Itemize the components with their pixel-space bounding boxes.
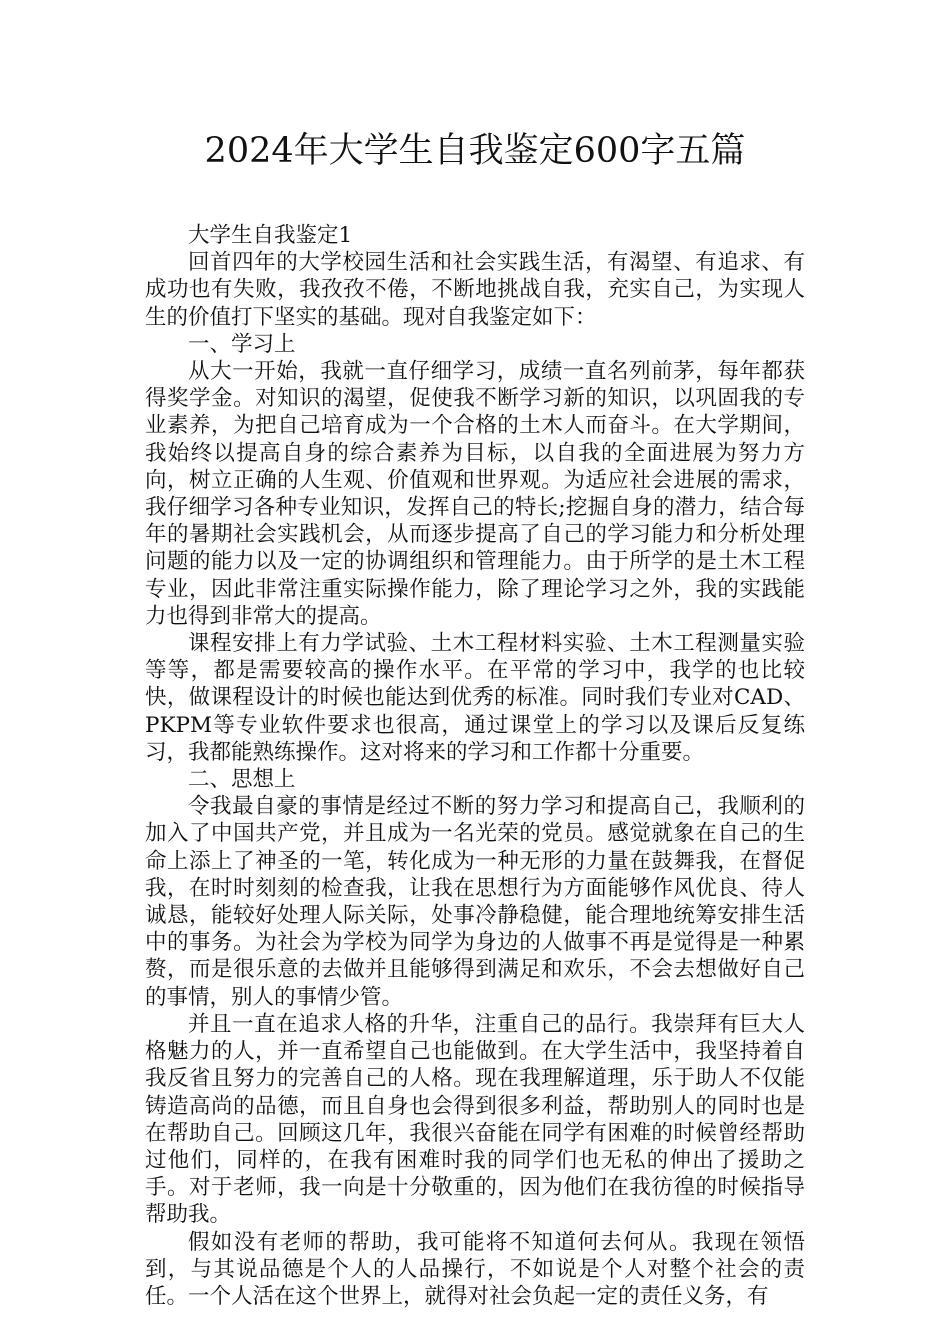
body-paragraph-thought-2: 并且一直在追求人格的升华，注重自己的品行。我崇拜有巨大人格魅力的人，并一直希望自己也能做到。在大学生活中，我坚持着自我反省且努力的完善自己的人格。现在我理解道理，乐于助人不仅能铸造高尚的品德，而且自身也会得到很多利益，帮助别人的同时也是在帮助自己。回顾这几年，我很兴奋能在同学有困难的时候曾经帮助过他们，同样的，在我有困难时我的同学们也无私的伸出了援助之手。对于老师，我一向是十分敬重的，因为他们在我彷徨的时候指导帮助我。 <box>145 1011 805 1228</box>
section-heading-study: 一、学习上 <box>188 331 296 357</box>
section-heading-1: 大学生自我鉴定1 <box>188 223 353 248</box>
document-body <box>145 222 805 1310</box>
body-paragraph-study-1: 从大一开始，我就一直仔细学习，成绩一直名列前茅，每年都获得奖学金。对知识的渴望，促使我不断学习新的知识，以巩固我的专业素养，为把自己培育成为一个合格的土木人而奋斗。在大学期间，我始终以提高自身的综合素养为目标，以自我的全面进展为努力方向，树立正确的人生观、价值观和世界观。为适应社会进展的需求，我仔细学习各种专业知识，发挥自己的特长;挖掘自身的潜力，结合每年的暑期社会实践机会，从而逐步提高了自己的学习能力和分析处理问题的能力以及一定的协调组织和管理能力。由于所学的是土木工程专业，因此非常注重实际操作能力，除了理论学习之外，我的实践能力也得到非常大的提高。 <box>145 359 805 629</box>
body-paragraph-study-2: 课程安排上有力学试验、土木工程材料实验、土木工程测量实验等等，都是需要较高的操作水平。在平常的学习中，我学的也比较快，做课程设计的时候也能达到优秀的标准。同时我们专业对CAD、PKPM等专业软件要求也很高，通过课堂上的学习以及课后反复练习，我都能熟练操作。这对将来的学习和工作都十分重要。 <box>145 631 805 765</box>
body-paragraph-thought-3: 假如没有老师的帮助，我可能将不知道何去何从。我现在领悟到，与其说品德是个人的人品操行，不如说是个人对整个社会的责任。一个人活在这个世界上，就得对社会负起一定的责任义务，有 <box>145 1229 805 1309</box>
body-paragraph-intro: 回首四年的大学校园生活和社会实践生活，有渴望、有追求、有成功也有失败，我孜孜不倦，不断地挑战自我，充实自己，为实现人生的价值打下坚实的基础。现对自我鉴定如下： <box>145 250 805 330</box>
document-title: 2024年大学生自我鉴定600字五篇 <box>204 131 746 171</box>
section-heading-thought: 二、思想上 <box>188 767 296 793</box>
body-paragraph-thought-1: 令我最自豪的事情是经过不断的努力学习和提高自己，我顺利的加入了中国共产党，并且成为一名光荣的党员。感觉就象在自己的生命上添上了神圣的一笔，转化成为一种无形的力量在鼓舞我，在督促我，在时时刻刻的检查我，让我在思想行为方面能够作风优良、待人诚恳，能较好处理人际关际，处事冷静稳健，能合理地统筹安排生活中的事务。为社会为学校为同学为身边的人做事不再是觉得是一种累赘，而是很乐意的去做并且能够得到满足和欢乐，不会去想做好自己的事情，别人的事情少管。 <box>145 794 805 1010</box>
